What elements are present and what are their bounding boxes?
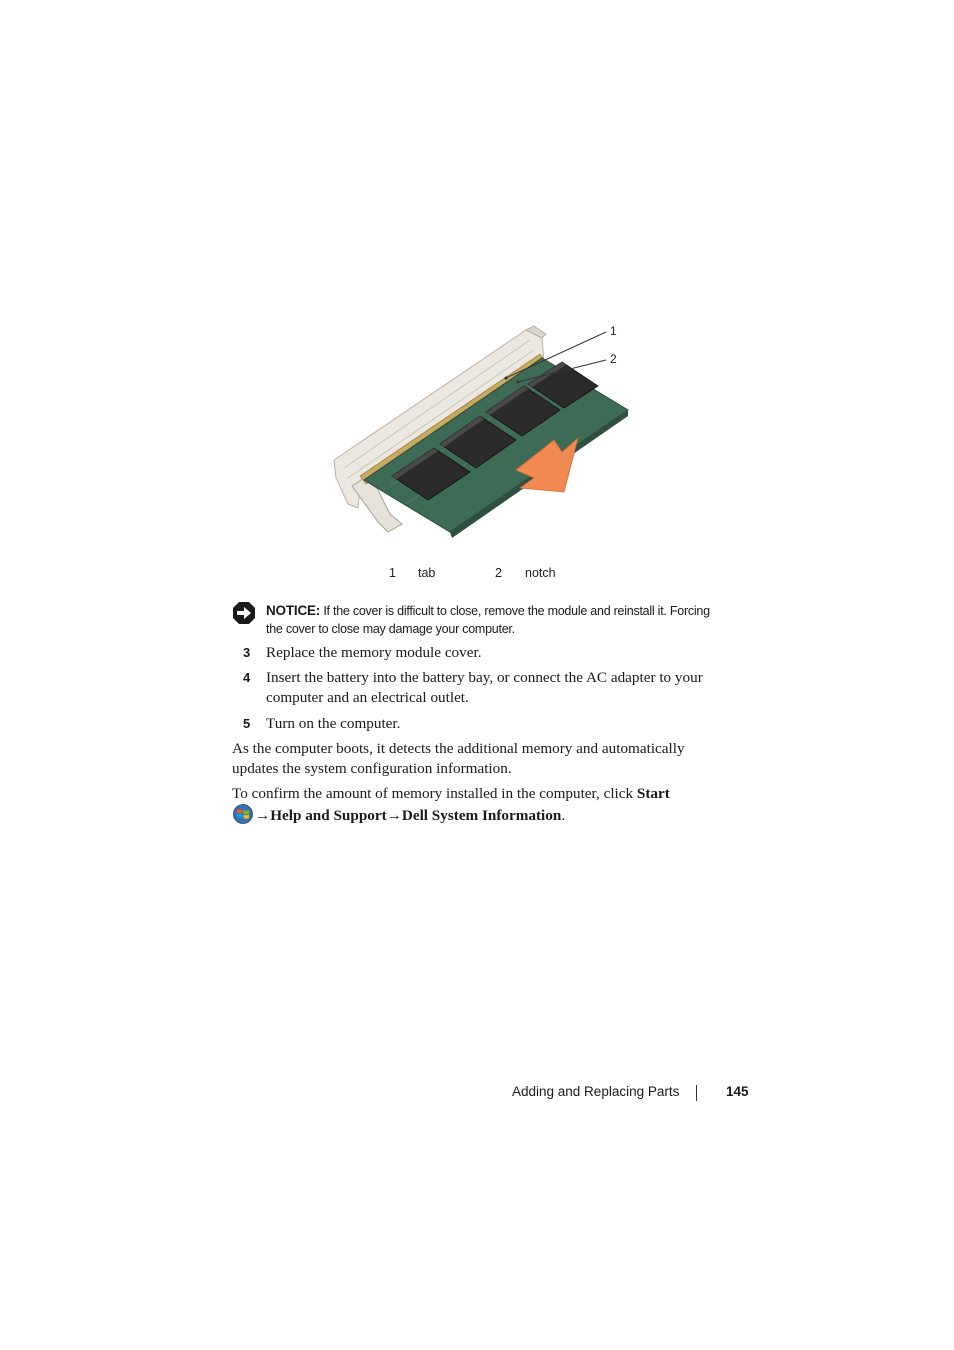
step-text xyxy=(266,668,746,708)
confirm-memory-paragraph xyxy=(232,784,752,826)
step-line: computer and an electrical outlet. xyxy=(266,689,469,706)
sentence-end: . xyxy=(561,807,566,824)
step-line: Turn on the computer. xyxy=(266,715,401,732)
notice-label: NOTICE: xyxy=(266,603,321,618)
page-number: 145 xyxy=(726,1084,749,1099)
legend-num-1: 1 xyxy=(389,566,396,580)
footer-section-title: Adding and Replacing Parts xyxy=(512,1084,680,1099)
start-menu-label: Start xyxy=(636,785,670,802)
notice-line-2: the cover to close may damage your computer. xyxy=(266,622,515,636)
step-number: 4 xyxy=(243,670,251,685)
memory-module-illustration xyxy=(330,318,630,554)
step-line: Replace the memory module cover. xyxy=(266,644,482,661)
paragraph-intro: To confirm the amount of memory installed in the computer, click xyxy=(232,785,637,802)
notice-line-1: If the cover is difficult to close, remove the module and reinstall it. Forcing xyxy=(320,604,710,618)
step-number: 3 xyxy=(243,645,251,660)
step-line: Insert the battery into the battery bay, or connect the AC adapter to your xyxy=(266,669,703,686)
paragraph-line: As the computer boots, it detects the additional memory and automatically xyxy=(232,740,685,757)
footer-separator xyxy=(696,1085,697,1101)
step-text xyxy=(266,714,746,734)
boot-paragraph xyxy=(232,739,752,779)
help-support-label: Help and Support xyxy=(270,807,387,824)
notice-icon xyxy=(232,601,256,625)
menu-arrow: → xyxy=(386,807,402,824)
legend-label-2: notch xyxy=(525,566,556,580)
dell-system-info-label: Dell System Information xyxy=(401,807,562,824)
menu-arrow: → xyxy=(255,807,271,824)
paragraph-line: updates the system configuration information. xyxy=(232,760,512,777)
callout-2: 2 xyxy=(610,352,617,366)
notice-text xyxy=(266,602,750,638)
callout-1: 1 xyxy=(610,324,617,338)
legend-num-2: 2 xyxy=(495,566,502,580)
step-text xyxy=(266,643,746,663)
memory-module-diagram xyxy=(330,318,630,554)
step-number: 5 xyxy=(243,716,251,731)
legend-label-1: tab xyxy=(418,566,436,580)
windows-start-icon xyxy=(232,804,254,824)
